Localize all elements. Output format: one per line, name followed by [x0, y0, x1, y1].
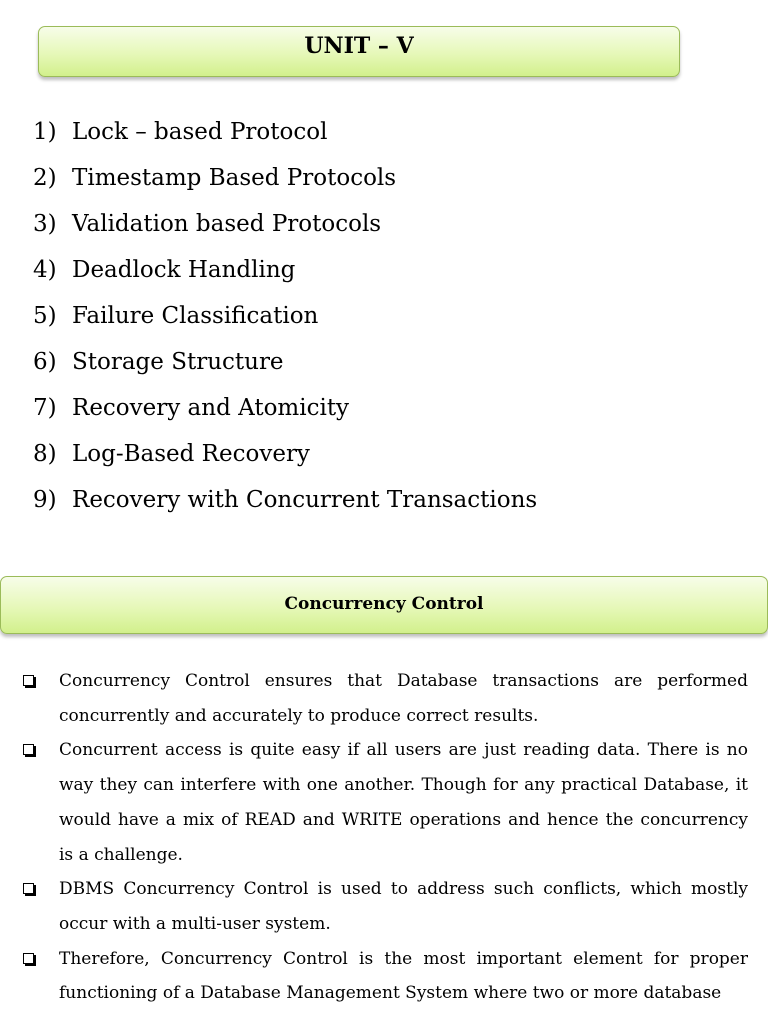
topic-label: Timestamp Based Protocols [72, 165, 397, 191]
bullet-text: Therefore, Concurrency Control is the most important element for proper functioning of a Database Management System where two or more database [59, 948, 748, 1004]
bullet-list [20, 664, 748, 1011]
section-title: Concurrency Control [284, 594, 484, 614]
bullet-text: Concurrency Control ensures that Database transactions are performed concurrently and accurately to produce correct results. [59, 671, 748, 726]
topic-label: Failure Classification [72, 303, 319, 329]
checkbox-bullet-icon [20, 733, 59, 872]
topic-item [33, 206, 537, 252]
unit-title-banner [38, 26, 680, 77]
section-title-banner [0, 576, 768, 634]
topic-number: 9) [33, 487, 57, 513]
topic-item [33, 436, 537, 482]
topic-number: 2) [33, 165, 57, 191]
topic-label: Recovery and Atomicity [72, 395, 350, 421]
topic-label: Storage Structure [72, 349, 284, 375]
topic-item [33, 390, 537, 436]
topic-number: 6) [33, 349, 57, 375]
checkbox-bullet-icon [20, 942, 59, 1011]
unit-title: UNIT – V [304, 32, 414, 59]
topic-number: 7) [33, 395, 57, 421]
bullet-item [20, 872, 748, 941]
topic-label: Lock – based Protocol [72, 119, 328, 145]
bullet-item [20, 664, 748, 733]
checkbox-bullet-icon [20, 664, 59, 733]
topic-list [33, 114, 537, 528]
bullet-text: Concurrent access is quite easy if all users are just reading data. There is no way they can interfere with one another. Though for any practical Database, it would have a mix of READ and WRITE operations and hence the concurrency is a challenge. [59, 740, 748, 865]
topic-item [33, 344, 537, 390]
topic-number: 5) [33, 303, 57, 329]
topic-item [33, 482, 537, 528]
topic-item [33, 160, 537, 206]
bullet-item [20, 942, 748, 1011]
topic-label: Validation based Protocols [72, 211, 382, 237]
topic-number: 3) [33, 211, 57, 237]
topic-label: Deadlock Handling [72, 257, 296, 283]
topic-item [33, 252, 537, 298]
topic-item [33, 114, 537, 160]
checkbox-bullet-icon [20, 872, 59, 941]
topic-number: 1) [33, 119, 57, 145]
topic-label: Recovery with Concurrent Transactions [72, 487, 538, 513]
bullet-text: DBMS Concurrency Control is used to address such conflicts, which mostly occur with a multi-user system. [59, 879, 748, 934]
topic-number: 4) [33, 257, 57, 283]
topic-number: 8) [33, 441, 57, 467]
bullet-item [20, 733, 748, 872]
topic-label: Log-Based Recovery [72, 441, 310, 467]
topic-item [33, 298, 537, 344]
